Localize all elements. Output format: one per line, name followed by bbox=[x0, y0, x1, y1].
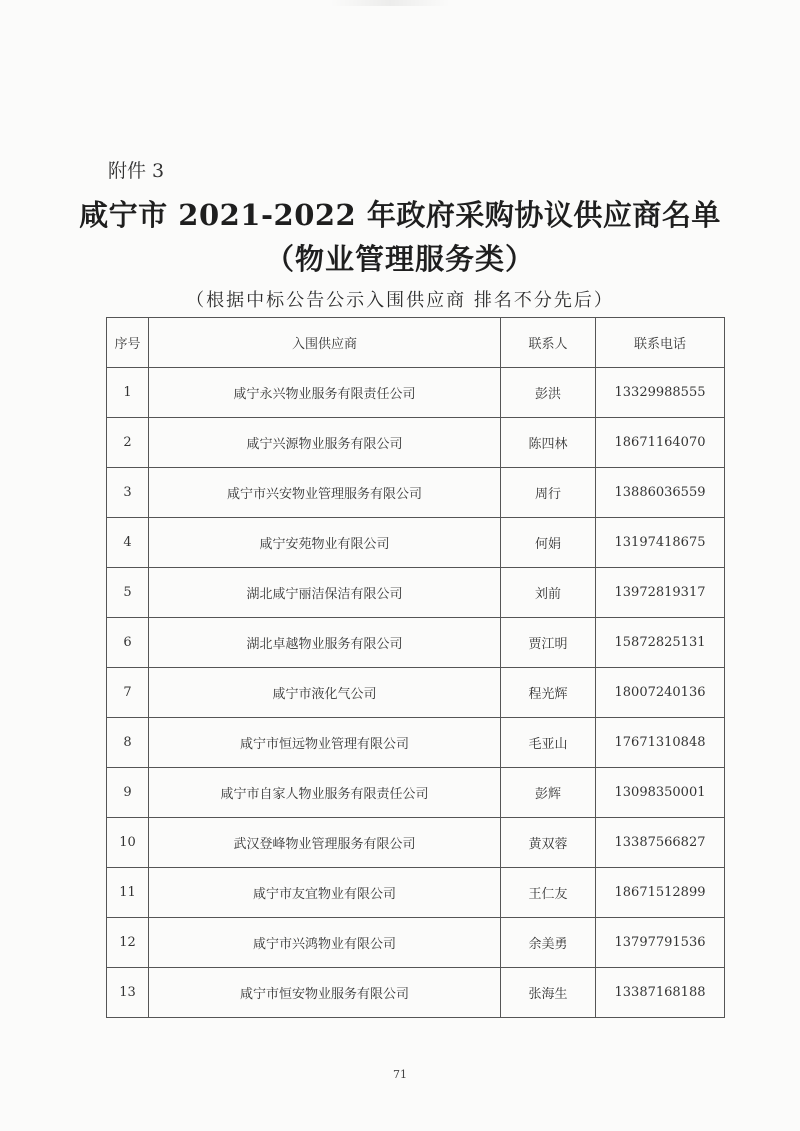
table-row bbox=[107, 718, 725, 768]
cell-contact: 黄双蓉 bbox=[501, 818, 596, 868]
cell-no: 10 bbox=[107, 818, 149, 868]
cell-supplier: 咸宁永兴物业服务有限责任公司 bbox=[149, 368, 501, 418]
cell-no: 7 bbox=[107, 668, 149, 718]
cell-phone: 18671512899 bbox=[596, 868, 725, 918]
cell-phone: 13972819317 bbox=[596, 568, 725, 618]
cell-phone: 15872825131 bbox=[596, 618, 725, 668]
table-row bbox=[107, 668, 725, 718]
cell-phone: 13387168188 bbox=[596, 968, 725, 1018]
scan-artifact bbox=[330, 0, 450, 6]
document-subtitle: （根据中标公告公示入围供应商 排名不分先后） bbox=[186, 290, 614, 311]
cell-supplier: 湖北卓越物业服务有限公司 bbox=[149, 618, 501, 668]
header-no: 序号 bbox=[107, 318, 149, 368]
cell-no: 6 bbox=[107, 618, 149, 668]
table-row bbox=[107, 468, 725, 518]
table-header-row bbox=[107, 318, 725, 368]
cell-supplier: 咸宁市液化气公司 bbox=[149, 668, 501, 718]
cell-no: 1 bbox=[107, 368, 149, 418]
cell-phone: 18007240136 bbox=[596, 668, 725, 718]
cell-contact: 程光辉 bbox=[501, 668, 596, 718]
cell-no: 13 bbox=[107, 968, 149, 1018]
cell-no: 12 bbox=[107, 918, 149, 968]
table-row bbox=[107, 818, 725, 868]
cell-phone: 13387566827 bbox=[596, 818, 725, 868]
cell-supplier: 湖北咸宁丽洁保洁有限公司 bbox=[149, 568, 501, 618]
cell-no: 2 bbox=[107, 418, 149, 468]
table-row bbox=[107, 518, 725, 568]
cell-supplier: 咸宁市兴鸿物业有限公司 bbox=[149, 918, 501, 968]
table-row bbox=[107, 868, 725, 918]
cell-supplier: 咸宁市恒安物业服务有限公司 bbox=[149, 968, 501, 1018]
supplier-table bbox=[106, 317, 725, 1018]
cell-no: 9 bbox=[107, 768, 149, 818]
cell-phone: 17671310848 bbox=[596, 718, 725, 768]
cell-no: 3 bbox=[107, 468, 149, 518]
header-contact: 联系人 bbox=[501, 318, 596, 368]
cell-phone: 13797791536 bbox=[596, 918, 725, 968]
cell-contact: 彭辉 bbox=[501, 768, 596, 818]
document-title: 咸宁市 2021-2022 年政府采购协议供应商名单 bbox=[79, 198, 721, 232]
cell-contact: 周行 bbox=[501, 468, 596, 518]
table-row bbox=[107, 968, 725, 1018]
cell-phone: 13329988555 bbox=[596, 368, 725, 418]
table-row bbox=[107, 618, 725, 668]
page-number: 71 bbox=[393, 1068, 407, 1081]
cell-contact: 何娟 bbox=[501, 518, 596, 568]
cell-contact: 张海生 bbox=[501, 968, 596, 1018]
cell-supplier: 咸宁市自家人物业服务有限责任公司 bbox=[149, 768, 501, 818]
cell-no: 4 bbox=[107, 518, 149, 568]
attachment-label: 附件 3 bbox=[108, 160, 165, 182]
document-category: （物业管理服务类） bbox=[264, 242, 535, 276]
cell-phone: 13197418675 bbox=[596, 518, 725, 568]
cell-supplier: 咸宁市兴安物业管理服务有限公司 bbox=[149, 468, 501, 518]
header-phone: 联系电话 bbox=[596, 318, 725, 368]
cell-contact: 王仁友 bbox=[501, 868, 596, 918]
cell-contact: 刘前 bbox=[501, 568, 596, 618]
cell-contact: 贾江明 bbox=[501, 618, 596, 668]
cell-supplier: 咸宁安苑物业有限公司 bbox=[149, 518, 501, 568]
table-row bbox=[107, 368, 725, 418]
cell-no: 8 bbox=[107, 718, 149, 768]
cell-phone: 13098350001 bbox=[596, 768, 725, 818]
cell-supplier: 咸宁市恒远物业管理有限公司 bbox=[149, 718, 501, 768]
cell-contact: 毛亚山 bbox=[501, 718, 596, 768]
cell-supplier: 咸宁兴源物业服务有限公司 bbox=[149, 418, 501, 468]
cell-supplier: 咸宁市友宜物业有限公司 bbox=[149, 868, 501, 918]
cell-phone: 18671164070 bbox=[596, 418, 725, 468]
cell-no: 5 bbox=[107, 568, 149, 618]
cell-phone: 13886036559 bbox=[596, 468, 725, 518]
cell-no: 11 bbox=[107, 868, 149, 918]
cell-contact: 余美勇 bbox=[501, 918, 596, 968]
table-row bbox=[107, 918, 725, 968]
table-row bbox=[107, 418, 725, 468]
table-row bbox=[107, 568, 725, 618]
cell-supplier: 武汉登峰物业管理服务有限公司 bbox=[149, 818, 501, 868]
cell-contact: 陈四林 bbox=[501, 418, 596, 468]
table-row bbox=[107, 768, 725, 818]
header-supplier: 入围供应商 bbox=[149, 318, 501, 368]
cell-contact: 彭洪 bbox=[501, 368, 596, 418]
